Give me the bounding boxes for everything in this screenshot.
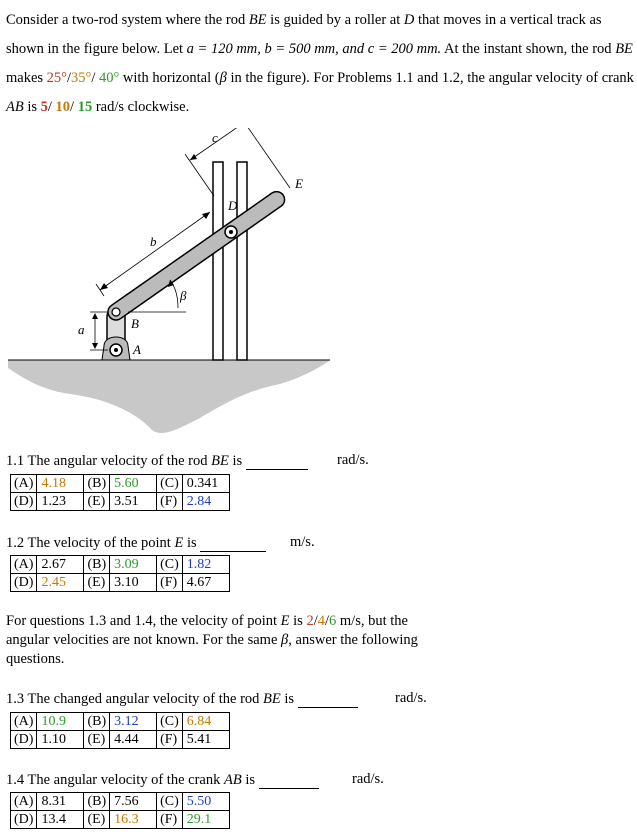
- choice-value[interactable]: 2.84: [182, 493, 229, 511]
- choice-letter: (E): [84, 574, 110, 592]
- choice-letter: (B): [84, 475, 110, 493]
- choice-letter: (C): [157, 556, 183, 574]
- choice-value[interactable]: 1.23: [37, 493, 84, 511]
- choice-value[interactable]: 3.09: [110, 556, 157, 574]
- choice-value[interactable]: 3.51: [110, 493, 157, 511]
- choice-value[interactable]: 7.56: [110, 793, 157, 811]
- choice-value[interactable]: 8.31: [37, 793, 84, 811]
- choice-value[interactable]: 1.82: [182, 556, 229, 574]
- choice-value[interactable]: 3.10: [110, 574, 157, 592]
- choice-letter: (F): [157, 493, 183, 511]
- label-E: E: [295, 176, 303, 191]
- choice-value[interactable]: 1.10: [37, 731, 84, 749]
- choice-letter: (C): [157, 475, 183, 493]
- label-b: b: [150, 234, 157, 249]
- choice-value[interactable]: 2.45: [37, 574, 84, 592]
- choice-letter: (F): [157, 811, 183, 829]
- label-B: B: [131, 316, 139, 331]
- unit-1-3: rad/s.: [395, 690, 427, 706]
- unit-1-4: rad/s.: [352, 771, 384, 787]
- question-1-1: 1.1 The angular velocity of the rod BE is: [6, 452, 308, 470]
- choice-value[interactable]: 5.50: [182, 793, 229, 811]
- choice-letter: (F): [157, 731, 183, 749]
- choice-value[interactable]: 10.9: [37, 713, 84, 731]
- choice-letter: (A): [11, 793, 37, 811]
- label-beta: β: [180, 288, 187, 303]
- question-1-2: 1.2 The velocity of the point E is: [6, 534, 266, 552]
- label-c: c: [212, 130, 218, 145]
- choice-row: [11, 574, 230, 592]
- choice-row: [11, 475, 230, 493]
- choice-value[interactable]: 4.18: [37, 475, 84, 493]
- choice-letter: (A): [11, 556, 37, 574]
- choice-letter: (B): [84, 713, 110, 731]
- choice-letter: (E): [84, 493, 110, 511]
- choice-row: [11, 493, 230, 511]
- choice-value[interactable]: 4.67: [182, 574, 229, 592]
- choice-letter: (B): [84, 556, 110, 574]
- answer-blank-1-3[interactable]: [298, 694, 358, 708]
- choice-value[interactable]: 29.1: [182, 811, 229, 829]
- track-right: [237, 162, 247, 360]
- choices-1-3: [10, 712, 230, 749]
- label-A: A: [133, 342, 141, 357]
- choice-value[interactable]: 0.341: [182, 475, 229, 493]
- choice-row: [11, 811, 230, 829]
- mechanism-figure: [0, 128, 340, 446]
- answer-blank-1-2[interactable]: [200, 538, 266, 552]
- unit-1-2: m/s.: [290, 534, 315, 550]
- choice-value[interactable]: 3.12: [110, 713, 157, 731]
- choices-1-4: [10, 792, 230, 829]
- choice-row: [11, 793, 230, 811]
- followup-statement: For questions 1.3 and 1.4, the velocity of point E is 2/4/6 m/s, but the angular velocities are not known. For the same β, answer the following questions.: [6, 613, 418, 667]
- choice-row: [11, 731, 230, 749]
- choice-letter: (B): [84, 793, 110, 811]
- unit-1-1: rad/s.: [337, 452, 369, 468]
- choice-letter: (A): [11, 475, 37, 493]
- choice-value[interactable]: 5.60: [110, 475, 157, 493]
- question-1-3: 1.3 The changed angular velocity of the rod BE is: [6, 690, 358, 708]
- choice-value[interactable]: 13.4: [37, 811, 84, 829]
- choice-letter: (E): [84, 731, 110, 749]
- choice-row: [11, 556, 230, 574]
- choice-row: [11, 713, 230, 731]
- choice-letter: (C): [157, 793, 183, 811]
- choices-1-1: [10, 474, 230, 511]
- answer-blank-1-1[interactable]: [246, 456, 308, 470]
- choice-value[interactable]: 5.41: [182, 731, 229, 749]
- choice-value[interactable]: 16.3: [110, 811, 157, 829]
- choice-letter: (E): [84, 811, 110, 829]
- rod-be: [105, 188, 288, 323]
- track-left: [213, 162, 223, 360]
- choice-letter: (A): [11, 713, 37, 731]
- choice-letter: (D): [11, 811, 37, 829]
- label-a: a: [78, 322, 85, 337]
- choices-1-2: [10, 555, 230, 592]
- choice-letter: (D): [11, 574, 37, 592]
- answer-blank-1-4[interactable]: [259, 775, 319, 789]
- choice-letter: (F): [157, 574, 183, 592]
- ground: [8, 360, 330, 433]
- label-D: D: [228, 198, 238, 213]
- choice-value[interactable]: 2.67: [37, 556, 84, 574]
- choice-letter: (D): [11, 731, 37, 749]
- choice-letter: (D): [11, 493, 37, 511]
- choice-value[interactable]: 6.84: [182, 713, 229, 731]
- choice-letter: (C): [157, 713, 183, 731]
- choice-value[interactable]: 4.44: [110, 731, 157, 749]
- question-1-4: 1.4 The angular velocity of the crank AB is: [6, 771, 319, 789]
- problem-statement: Consider a two-rod system where the rod BE is guided by a roller at D that moves in a vertical track as shown in the figure below. Let a = 120 mm, b = 500 mm, and c = 200 mm. At the instant shown, the rod BE makes 25°/35°/ 40° with horizontal (β in the figure). For Problems 1.1 and 1.2, the angular velocity of crank AB is 5/ 10/ 15 rad/s clockwise.: [6, 12, 634, 115]
